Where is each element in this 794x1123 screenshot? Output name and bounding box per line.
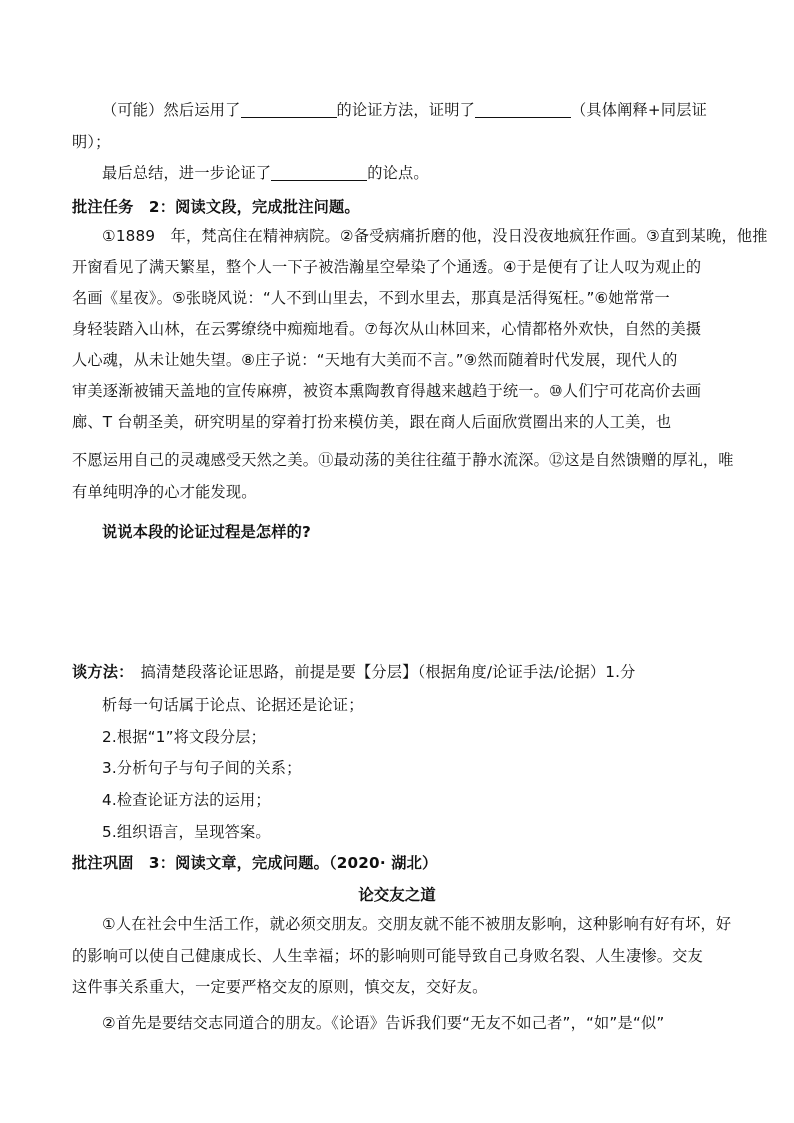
method-line-1 (72, 662, 636, 682)
task2-passage-line: 人心魂，从未让她失望。⑧庄子说：“天地有大美而不言。”⑨然而随着时代发展，现代人的 (72, 351, 678, 369)
task2-passage-line: 廊、T 台朝圣美，研究明星的穿着打扮来模仿美，跟在商人后面欣赏圈出来的人工美，也 (72, 413, 672, 431)
answer-blank-2[interactable] (475, 101, 571, 118)
task2-passage-line: 审美逐渐被铺天盖地的宣传麻痹，被资本熏陶教育得越来越趋于统一。⑩人们宁可花高价去画 (72, 382, 702, 400)
answer-blank-1[interactable] (241, 101, 337, 118)
task2-passage-line: 有单纯明净的心才能发现。 (72, 483, 257, 501)
fill-text-1c: （具体阐释+同层证 (571, 101, 708, 119)
fill-text-2: 明）； (72, 133, 111, 151)
task3-passage-line: 这件事关系重大，一定要严格交友的原则，慎交友，交好友。 (72, 978, 488, 996)
task3-heading: 批注巩固 3：阅读文章，完成问题。（2020· 湖北） (72, 854, 438, 872)
task3-passage-line: ②首先是要结交志同道合的朋友。《论语》告诉我们要“无友不如己者”，“如”是“似” (102, 1014, 665, 1032)
answer-blank-3[interactable] (271, 164, 367, 181)
task2-heading: 批注任务 2：阅读文段，完成批注问题。 (72, 198, 360, 216)
method-line-2: 析每一句话属于论点、论据还是论证； (102, 696, 364, 714)
method-label: 谈方法： (72, 663, 134, 681)
fill-line-1 (102, 100, 707, 120)
method-step-4: 4.检查论证方法的运用； (102, 791, 271, 809)
article-title: 论交友之道 (358, 886, 436, 904)
fill-line-3 (102, 163, 429, 183)
fill-text-3b: 的论点。 (367, 164, 429, 182)
task2-passage-line: 不愿运用自己的灵魂感受天然之美。⑪最动荡的美往往蕴于静水流深。⑫这是自然馈赠的厚礼，唯 (72, 451, 734, 469)
fill-text-1a: （可能）然后运用了 (102, 101, 241, 119)
fill-text-1b: 的论证方法，证明了 (336, 101, 475, 119)
task2-passage-line: ①1889 年，梵高住在精神病院。②备受病痛折磨的他，没日没夜地疯狂作画。③直到某晚，他推 (102, 227, 768, 245)
fill-line-2 (72, 132, 111, 152)
method-step-5: 5.组织语言，呈现答案。 (102, 823, 271, 841)
task2-passage-line: 身轻装踏入山林，在云雾缭绕中痴痴地看。⑦每次从山林回来，心情都格外欢快，自然的美摄 (72, 320, 702, 338)
fill-text-3a: 最后总结，进一步论证了 (102, 164, 272, 182)
task2-question: 说说本段的论证过程是怎样的? (102, 523, 312, 541)
method-step-2: 2.根据“1”将文段分层； (102, 728, 266, 746)
task2-passage-line: 开窗看见了满天繁星，整个人一下子被浩瀚星空晕染了个通透。④于是便有了让人叹为观止的 (72, 258, 702, 276)
task2-passage-line: 名画《星夜》。⑤张晓风说：“人不到山里去，不到水里去，那真是活得冤枉。”⑥她常常一 (72, 289, 670, 307)
method-step-3: 3.分析句子与句子间的关系； (102, 759, 302, 777)
task3-passage-line: 的影响可以使自己健康成长、人生幸福；坏的影响则可能导致自己身败名裂、人生凄惨。交友 (72, 947, 703, 965)
method-text-1: 搞清楚段落论证思路，前提是要【分层】（根据角度/论证手法/论据）1.分 (140, 663, 636, 681)
task3-passage-line: ①人在社会中生活工作，就必须交朋友。交朋友就不能不被朋友影响，这种影响有好有坏，好 (102, 915, 732, 933)
